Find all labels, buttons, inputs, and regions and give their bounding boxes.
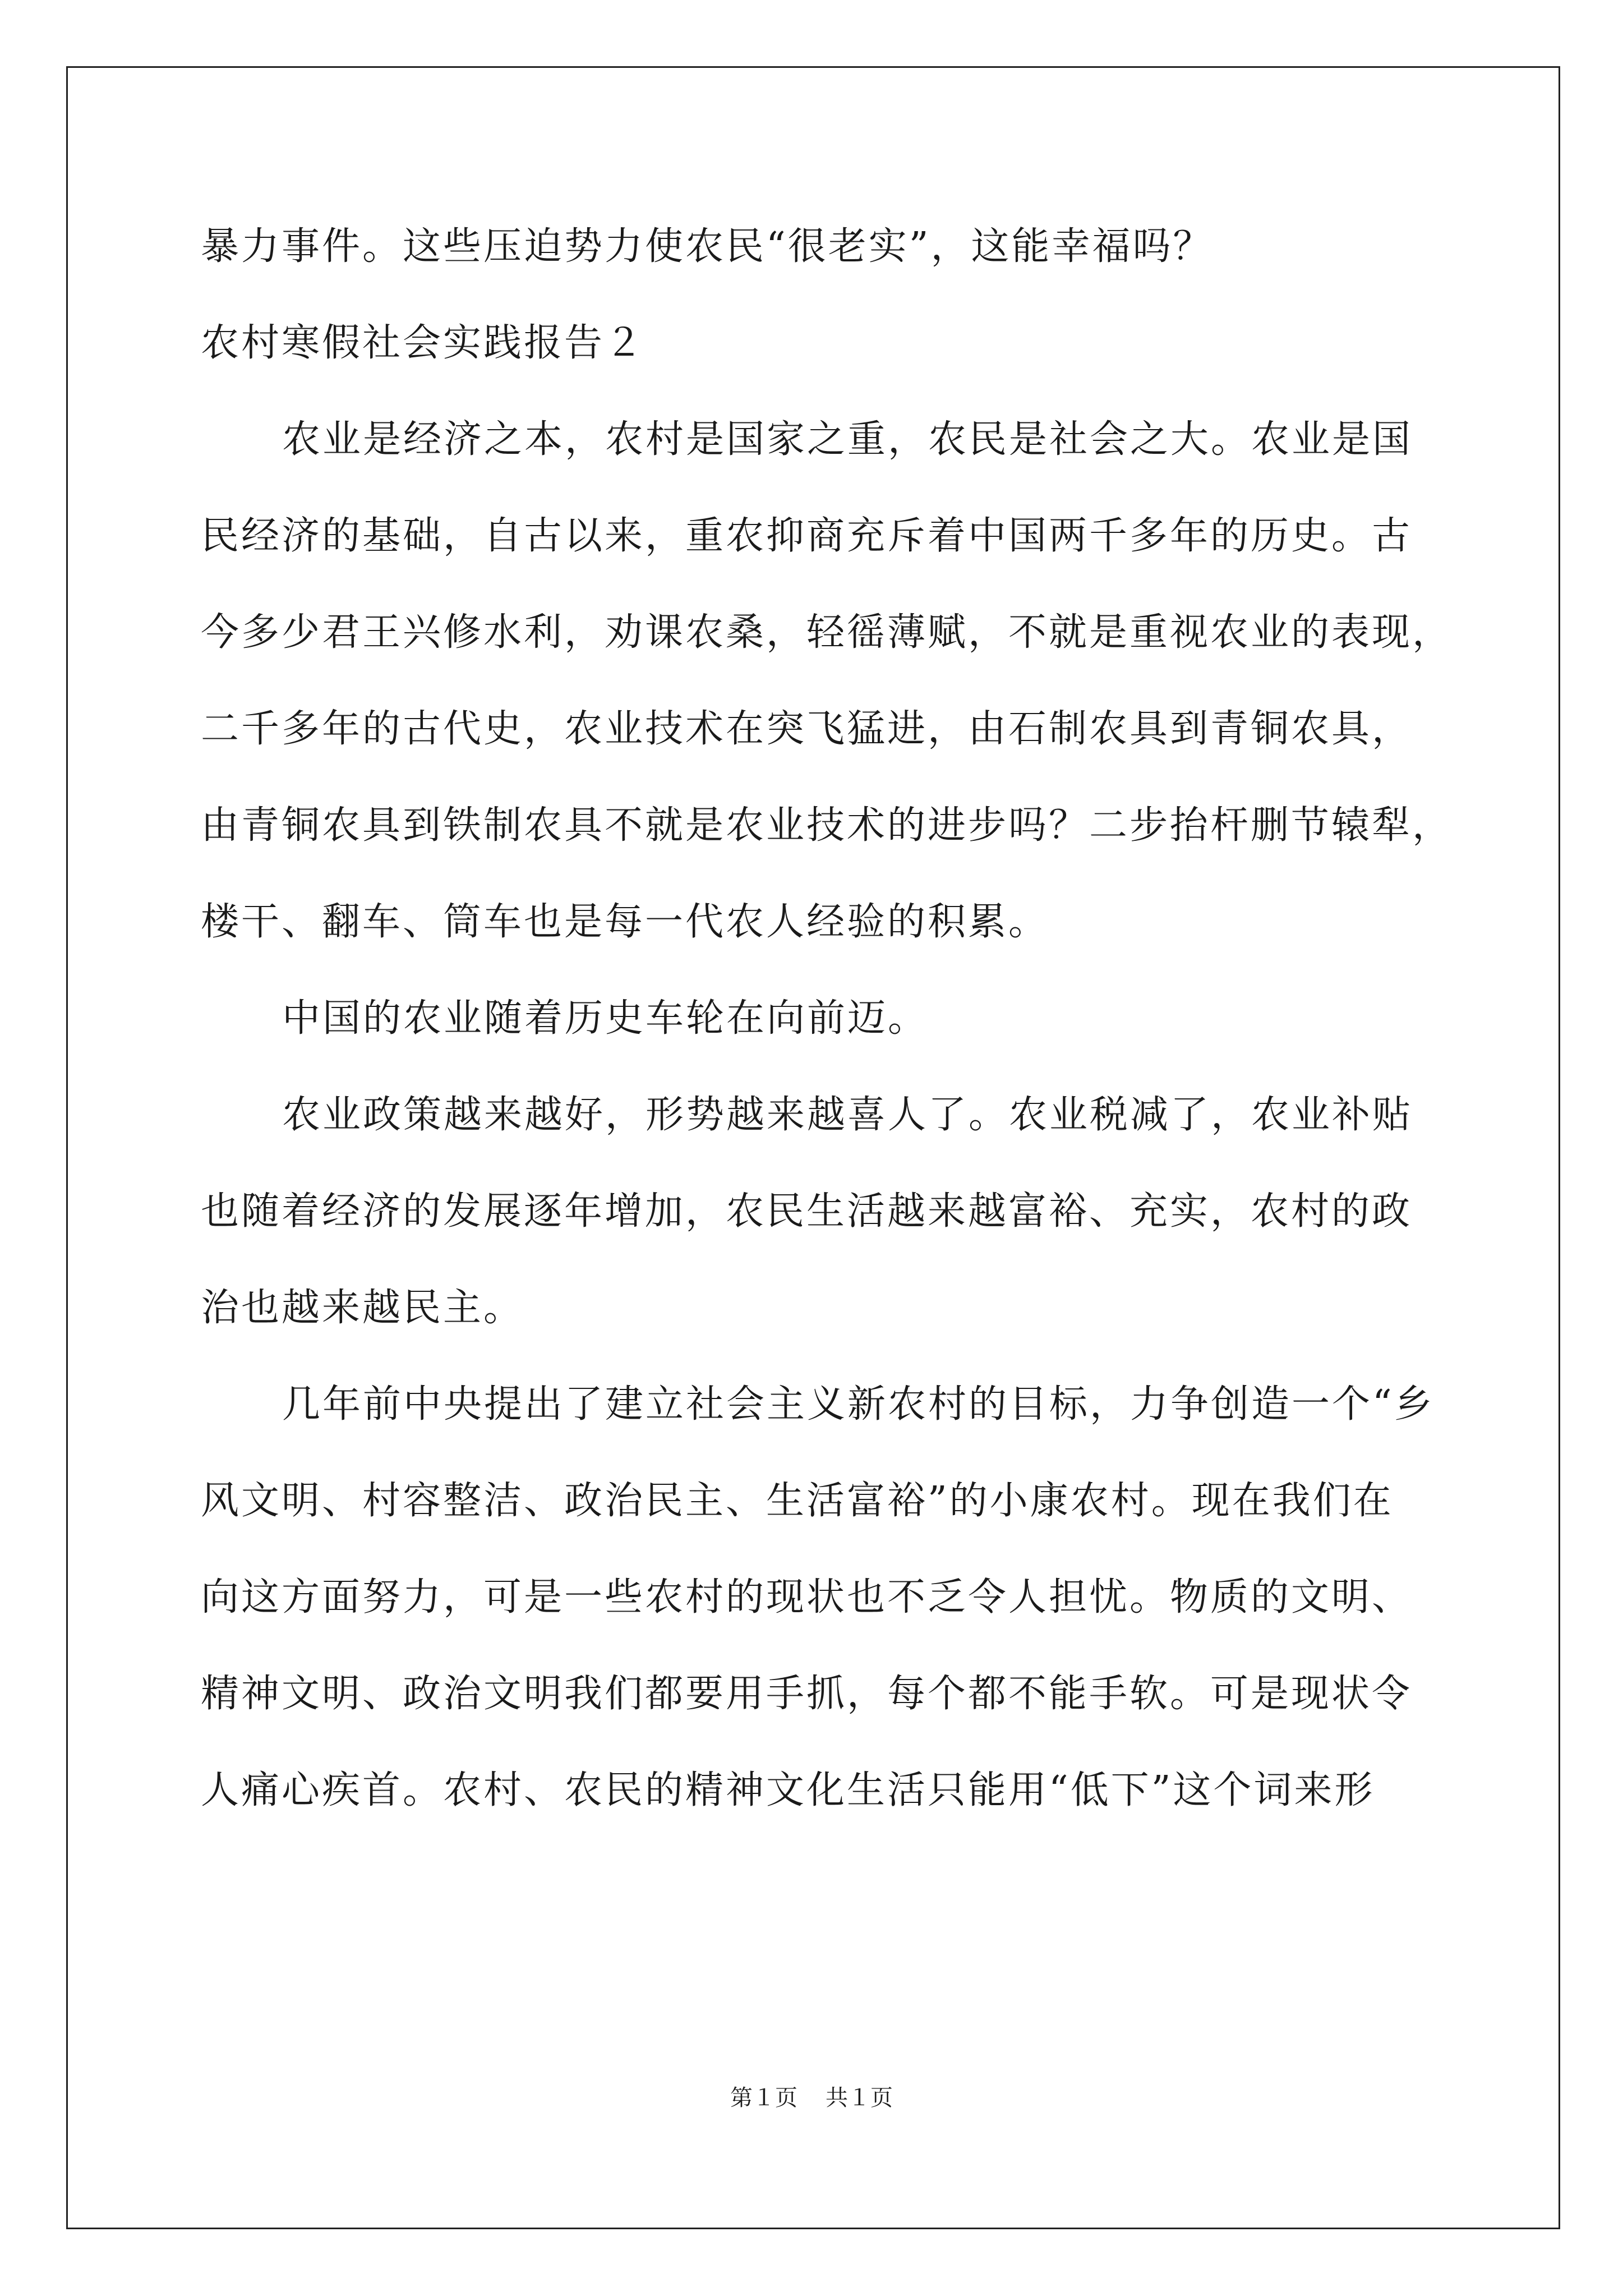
text-line: 向这方面努力，可是一些农村的现状也不乏令人担忧。物质的文明、 (201, 1575, 1413, 1619)
text-line: 中国的农业随着历史车轮在向前迈。 (282, 996, 929, 1041)
text-line: 农业政策越来越好，形势越来越喜人了。农业税减了，农业补贴 (282, 1093, 1413, 1137)
text-line: 农业是经济之本，农村是国家之重，农民是社会之大。农业是国 (282, 417, 1413, 462)
text-line: 暴力事件。这些压迫势力使农民“很老实”，这能幸福吗？ (201, 224, 1214, 269)
page-footer (0, 2084, 1623, 2112)
text-line: 二千多年的古代史，农业技术在突飞猛进，由石制农具到青铜农具， (201, 707, 1413, 751)
section-heading: 农村寒假社会实践报告２ (201, 321, 645, 365)
text-line: 精神文明、政治文明我们都要用手抓，每个都不能手软。可是现状令 (201, 1672, 1413, 1716)
text-line: 民经济的基础，自古以来，重农抑商充斥着中国两千多年的历史。古 (201, 514, 1413, 558)
page-number: 第１页 (730, 2085, 797, 2111)
text-line: 由青铜农具到铁制农具不就是农业技术的进步吗？二步抬杆删节辕犁， (201, 803, 1453, 848)
text-line: 风文明、村容整洁、政治民主、生活富裕”的小康农村。现在我们在 (201, 1479, 1394, 1523)
page-total: 共１页 (826, 2085, 893, 2111)
text-line: 治也越来越民主。 (201, 1286, 524, 1330)
text-line: 几年前中央提出了建立社会主义新农村的目标，力争创造一个“乡 (282, 1382, 1435, 1427)
text-line: 人痛心疾首。农村、农民的精神文化生活只能用“低下”这个词来形 (201, 1768, 1375, 1812)
document-body (201, 222, 1453, 1815)
text-line: 也随着经济的发展逐年增加，农民生活越来越富裕、充实，农村的政 (201, 1189, 1413, 1234)
text-line: 楼干、翻车、筒车也是每一代农人经验的积累。 (201, 900, 1049, 944)
text-line: 今多少君王兴修水利，劝课农桑，轻徭薄赋，不就是重视农业的表现， (201, 610, 1453, 655)
